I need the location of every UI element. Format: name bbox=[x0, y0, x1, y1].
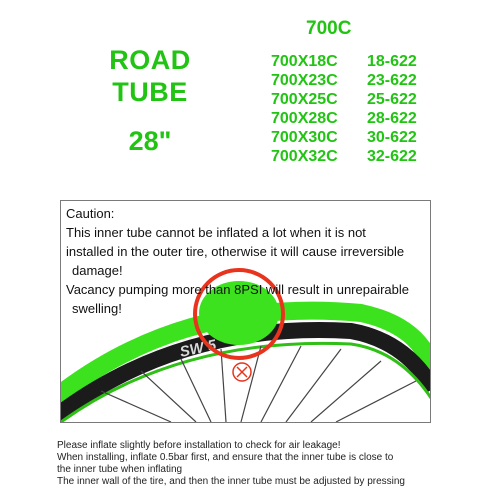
spec-size: 700X30C bbox=[271, 129, 338, 146]
spec-size: 700X25C bbox=[271, 91, 338, 108]
note-line: When installing, inflate 0.5bar first, and ensure that the inner tube is close to bbox=[57, 452, 394, 463]
spec-etrto: 28-622 bbox=[367, 110, 417, 127]
spec-etrto: 30-622 bbox=[367, 129, 417, 146]
spec-row bbox=[271, 109, 417, 128]
spec-list bbox=[271, 52, 417, 166]
spec-size: 700X28C bbox=[271, 110, 338, 127]
caution-heading: Caution: bbox=[66, 206, 115, 221]
caution-line: This inner tube cannot be inflated a lot when it is not bbox=[66, 225, 366, 240]
rim-brand-text: SW 5 bbox=[178, 336, 218, 361]
note-line: Please inflate slightly before installation to check for air leakage! bbox=[57, 440, 341, 451]
spec-row bbox=[271, 90, 417, 109]
note-line: The inner wall of the tire, and then the inner tube must be adjusted by pressing bbox=[57, 476, 405, 487]
spec-etrto: 18-622 bbox=[367, 53, 417, 70]
title-line-tube: TUBE bbox=[112, 77, 188, 107]
installation-notes bbox=[57, 440, 405, 488]
spec-row bbox=[271, 128, 417, 147]
caution-line: installed in the outer tire, otherwise it will cause irreversible bbox=[66, 244, 405, 259]
note-line: the inner tube when inflating bbox=[57, 464, 183, 475]
spec-heading: 700C bbox=[306, 18, 352, 39]
spec-row bbox=[271, 52, 417, 71]
caution-box bbox=[60, 200, 431, 423]
caution-line: Vacancy pumping more than 8PSI will result in unrepairable bbox=[66, 282, 409, 297]
no-x-icon bbox=[233, 363, 251, 381]
spec-size: 700X18C bbox=[271, 53, 338, 70]
spec-row bbox=[271, 147, 417, 166]
caution-line: swelling! bbox=[72, 301, 122, 316]
wheel-size-label: 28" bbox=[128, 126, 172, 156]
title-line-road: ROAD bbox=[109, 45, 191, 75]
spec-etrto: 32-622 bbox=[367, 148, 417, 165]
spec-size: 700X23C bbox=[271, 72, 338, 89]
spec-etrto: 25-622 bbox=[367, 91, 417, 108]
spec-etrto: 23-622 bbox=[367, 72, 417, 89]
caution-text bbox=[66, 204, 426, 318]
caution-line: damage! bbox=[72, 263, 123, 278]
spec-size: 700X32C bbox=[271, 148, 338, 165]
spec-row bbox=[271, 71, 417, 90]
product-title bbox=[95, 44, 205, 157]
